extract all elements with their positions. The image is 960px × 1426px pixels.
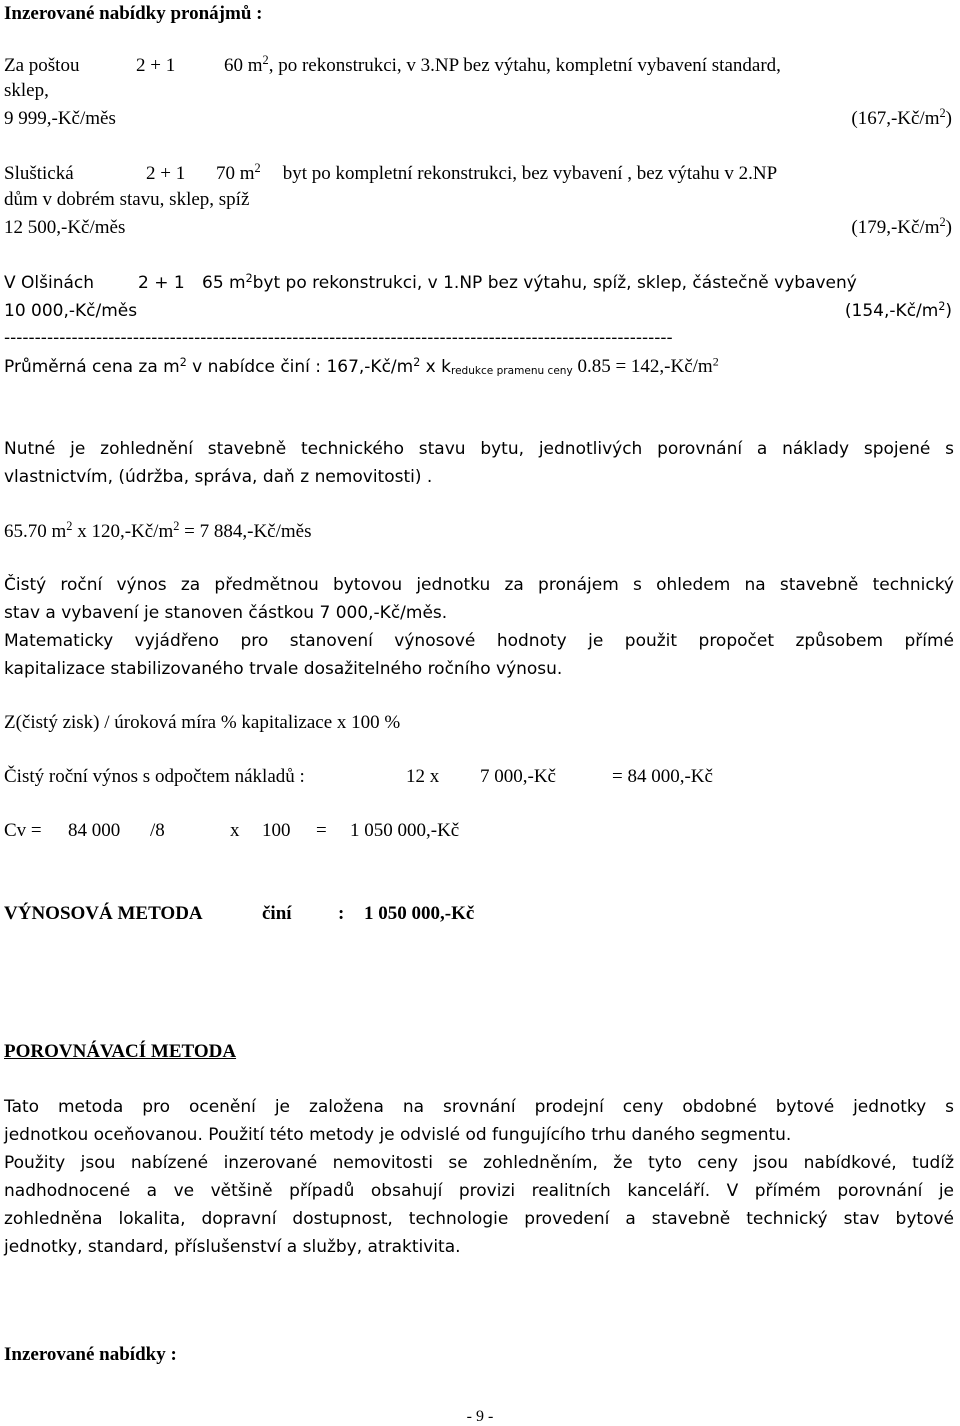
method-line-2: jednotkou oceňovanou. Použití této metody je odvislé od fungujícího trhu daného segmentu.: [4, 1125, 792, 1145]
annual-yield-line: [4, 765, 713, 789]
result-colon: :: [338, 903, 345, 924]
listing-2-unit-close: ): [945, 217, 952, 238]
listing-3-line: [4, 271, 857, 295]
result-value: 1 050 000,-Kč: [364, 903, 475, 924]
listing-2-unit-exp: 2: [939, 215, 946, 230]
calc-area-exp: 2: [66, 519, 73, 534]
average-k-sub: redukce pramenu ceny: [450, 365, 573, 378]
annual-total: = 84 000,-Kč: [612, 766, 713, 787]
net-line-1: Čistý roční výnos za předmětnou bytovou jednotku za pronájem s ohledem na stavebně technický: [4, 575, 954, 595]
net-line-4: kapitalizace stabilizovaného trvale dosažitelného ročního výnosu.: [4, 659, 563, 679]
cv-divisor: /8: [150, 820, 165, 841]
listing-2-name: Sluštická: [4, 163, 74, 184]
average-mid: v nabídce činí : 167,-Kč/m: [186, 357, 414, 377]
listing-1-unit-price: [851, 107, 952, 131]
annual-mult: 12 x: [406, 766, 440, 787]
listing-1-desc: , po rekonstrukci, v 3.NP bez výtahu, kompletní vybavení standard,: [268, 55, 781, 76]
listing-1-unit-exp: 2: [939, 106, 946, 121]
method-line-1: Tato metoda pro ocenění je založena na srovnání prodejní ceny obdobné bytové jednotky s: [4, 1097, 954, 1117]
listing-3-unit-close: ): [945, 301, 952, 321]
listing-2-area-exp: 2: [254, 161, 261, 176]
average-result: 0.85 = 142,-Kč/m: [572, 356, 713, 377]
average-label: Průměrná cena za m: [4, 357, 180, 377]
capitalization-formula: Z(čistý zisk) / úroková míra % kapitalizace x 100 %: [4, 712, 401, 733]
page-number: - 9 -: [466, 1408, 494, 1425]
cv-calc-line: [4, 819, 459, 843]
listing-3-area-exp: 2: [245, 271, 253, 285]
annual-monthly: 7 000,-Kč: [480, 766, 556, 787]
cv-result: 1 050 000,-Kč: [350, 820, 460, 841]
listing-3-unit-price: [845, 299, 952, 323]
average-exp-3: 2: [712, 354, 719, 369]
listing-1-desc-cont: sklep,: [4, 80, 49, 101]
result-label: VÝNOSOVÁ METODA: [4, 903, 203, 924]
listing-2-layout: 2 + 1: [146, 163, 186, 184]
average-price-line: [4, 355, 719, 379]
note-line-2: vlastnictvím, (údržba, správa, daň z nemovitosti) .: [4, 467, 433, 487]
cv-value: 84 000: [68, 820, 121, 841]
listing-2-line: [4, 162, 777, 186]
heading-rental-offers: Inzerované nabídky pronájmů :: [4, 3, 263, 24]
listing-2-unit-value: (179,-Kč/m: [851, 217, 940, 238]
listing-2-price: 12 500,-Kč/měs: [4, 217, 126, 238]
calc-rate: x 120,-Kč/m: [72, 521, 174, 542]
listing-3-area: 65 m: [202, 273, 246, 293]
calc-result: = 7 884,-Kč/měs: [179, 521, 312, 542]
listing-3-unit-exp: 2: [938, 299, 946, 313]
method-line-5: zohledněna lokalita, dopravní dostupnost, technologie provedení a stavebně technický stav bytové: [4, 1209, 954, 1229]
listing-1-name: Za poštou: [4, 55, 80, 76]
listing-3-layout: 2 + 1: [138, 273, 185, 293]
note-line-1: Nutné je zohlednění stavebně technického stavu bytu, jednotlivých porovnání a náklady spojené s: [4, 439, 954, 459]
listing-1-layout: 2 + 1: [136, 55, 176, 76]
dashed-divider: -------------------------------------------------------------------------------------------------------------: [4, 328, 673, 348]
heading-comparative-method: POROVNÁVACÍ METODA: [4, 1041, 237, 1062]
method-line-6: jednotky, standard, příslušenství a služby, atraktivita.: [4, 1237, 461, 1257]
cv-equals: =: [316, 820, 327, 841]
result-word: činí: [262, 903, 292, 924]
heading-offers: Inzerované nabídky :: [4, 1344, 177, 1365]
cv-times: x: [230, 820, 240, 841]
cv-hundred: 100: [262, 820, 291, 841]
average-k: x k: [420, 357, 451, 377]
net-line-3: Matematicky vyjádřeno pro stanovení výnosové hodnoty je použit propočet způsobem přímé: [4, 631, 954, 651]
net-line-2: stav a vybavení je stanoven částkou 7 000,-Kč/měs.: [4, 603, 448, 623]
method-line-4: nadhodnocené a ve většině případů obsahují provizi realitních kanceláří. V přímém porovnání je: [4, 1181, 954, 1201]
listing-2-area: 70 m: [216, 163, 255, 184]
listing-1-unit-close: ): [945, 108, 952, 129]
listing-3-price: 10 000,-Kč/měs: [4, 301, 138, 321]
calc-rate-exp: 2: [173, 519, 180, 534]
listing-1-price: 9 999,-Kč/měs: [4, 108, 116, 129]
monthly-calc-line: [4, 520, 312, 544]
method-line-3: Použity jsou nabízené inzerované nemovitosti se zohledněním, že tyto ceny jsou nabídkové, tudíž: [4, 1153, 954, 1173]
cv-label: Cv =: [4, 820, 42, 841]
listing-1-area: 60 m: [224, 55, 263, 76]
income-method-result: [4, 902, 474, 926]
annual-label: Čistý roční výnos s odpočtem nákladů :: [4, 766, 305, 787]
document-page: [4, 0, 956, 1425]
average-exp-2: 2: [413, 355, 421, 369]
listing-2-desc: byt po kompletní rekonstrukci, bez vybavení , bez výtahu v 2.NP: [282, 163, 778, 184]
listing-3-name: V Olšinách: [4, 273, 95, 293]
average-exp-1: 2: [179, 355, 187, 369]
calc-area: 65.70 m: [4, 521, 67, 542]
listing-2-unit-price: [851, 216, 952, 240]
listing-1-unit-value: (167,-Kč/m: [851, 108, 940, 129]
listing-2-desc-cont: dům v dobrém stavu, sklep, spíž: [4, 189, 250, 210]
listing-1-line: [4, 54, 781, 78]
listing-3-unit-value: (154,-Kč/m: [844, 301, 939, 321]
listing-3-desc: byt po rekonstrukci, v 1.NP bez výtahu, spíž, sklep, částečně vybavený: [252, 273, 857, 293]
listing-1-area-exp: 2: [262, 53, 269, 68]
